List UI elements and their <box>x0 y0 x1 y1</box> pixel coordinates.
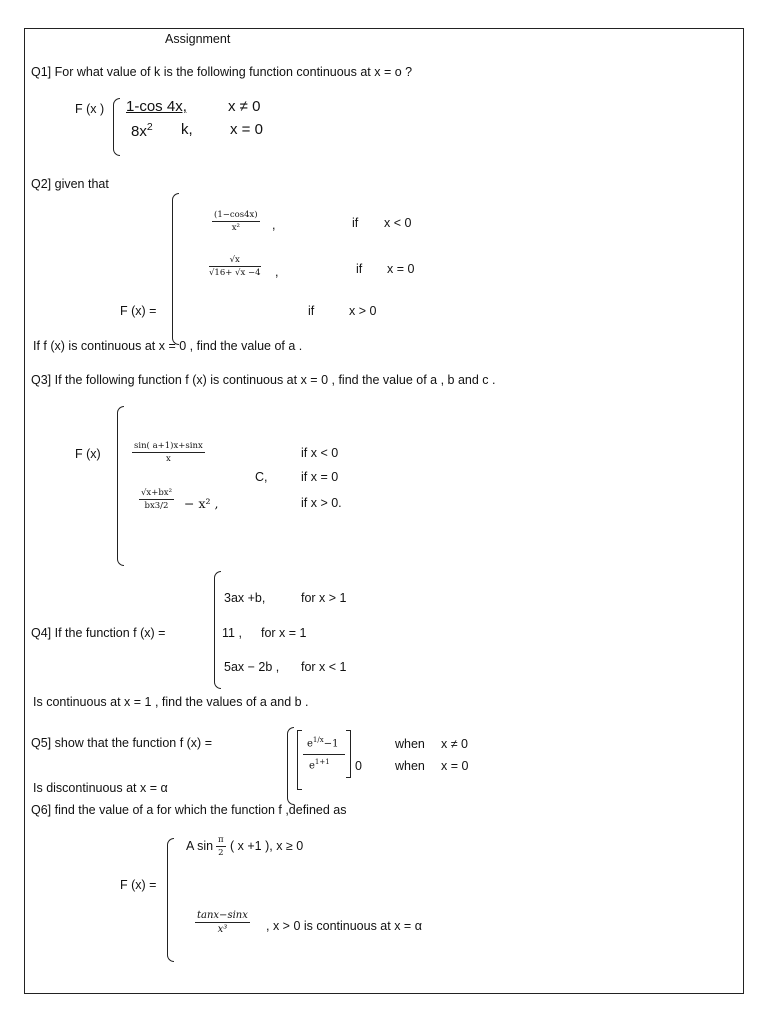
q3-function-name: F (x) <box>75 447 101 461</box>
q3-case3-tail: − x² , <box>184 496 219 511</box>
q3-case2-condition: if x = 0 <box>301 470 339 484</box>
q2-case1-fraction: $\frac{(1-\cos 4x)}{\text{x²}}$ <box>214 210 258 233</box>
q1-brace <box>113 98 120 156</box>
q1-case1-denominator: $8x^2$ <box>131 121 153 140</box>
q4-case1-condition: for x > 1 <box>301 591 347 605</box>
q2-case1-condition: x < 0 <box>384 216 412 230</box>
q1-case1-condition: x ≠ 0 <box>228 98 261 115</box>
q2-case3-condition: x > 0 <box>349 304 377 318</box>
q3-case3-fraction: $\frac{\text{√x+bx²}}{bx3/2}$ <box>141 488 172 511</box>
q5-denominator: $e^{1+1}$ <box>309 758 330 772</box>
q6-case1-postfix: ( x +1 ), x ≥ 0 <box>230 839 304 853</box>
q1-case2-value: k, <box>181 121 193 138</box>
q2-function-name: F (x) = <box>120 304 157 318</box>
q5-footer: Is discontinuous at x = α <box>33 781 168 795</box>
q2-case2-if: if <box>356 262 363 276</box>
q3-case1-fraction: $\frac{\sin( a+1)x+\sin x}{x}$ <box>134 441 203 464</box>
q6-case1-fraction: $\frac{\pi}{2}$ <box>218 835 224 858</box>
q2-case2-fraction: $\frac{√x}{√16+ √x -4}$ <box>209 255 261 278</box>
q5-condition-1: x ≠ 0 <box>441 737 469 751</box>
q5-question: Q5] show that the function f (x) = <box>31 736 212 750</box>
q5-zero: 0 <box>355 759 362 773</box>
q5-brace <box>287 727 294 805</box>
q2-case2-condition: x = 0 <box>387 262 415 276</box>
q3-case2-value: C, <box>255 470 268 484</box>
q1-function-name: F (x ) <box>75 102 105 116</box>
q2-question: Q2] given that <box>31 177 109 191</box>
q6-question: Q6] find the value of a for which the function f ,defined as <box>31 803 347 817</box>
q5-when-1: when <box>395 737 425 751</box>
q2-footer: If f (x) is continuous at x = 0 , find the value of a . <box>33 339 303 353</box>
q4-brace <box>214 571 221 689</box>
q5-numerator: $e^{1/x}-1$ <box>307 736 339 750</box>
q4-footer: Is continuous at x = 1 , find the values of a and b . <box>33 695 309 709</box>
q3-question: Q3] If the following function f (x) is continuous at x = 0 , find the value of a , b and c . <box>31 373 496 387</box>
q2-brace <box>172 193 179 345</box>
q6-function-name: F (x) = <box>120 878 157 892</box>
q1-question: Q1] For what value of k is the following function continuous at x = o ? <box>31 65 413 79</box>
q3-brace <box>117 406 124 566</box>
q6-brace <box>167 838 174 962</box>
q2-case2-comma: , <box>275 265 279 279</box>
q4-case3-expression: 5ax − 2b , <box>224 660 280 674</box>
page-title: Assignment <box>165 32 231 46</box>
q4-case2-condition: for x = 1 <box>261 626 307 640</box>
q4-case1-expression: 3ax +b, <box>224 591 266 605</box>
q6-case2-postfix: , x > 0 is continuous at x = α <box>266 919 422 933</box>
q5-right-bracket <box>346 730 351 778</box>
q2-case1-comma: , <box>272 218 276 232</box>
q2-case1-if: if <box>352 216 359 230</box>
q1-case2-condition: x = 0 <box>230 121 263 138</box>
q5-condition-2: x = 0 <box>441 759 469 773</box>
q2-case3-if: if <box>308 304 315 318</box>
q6-case1-prefix: A sin <box>186 839 214 853</box>
q5-left-bracket <box>297 730 302 790</box>
q4-case3-condition: for x < 1 <box>301 660 347 674</box>
q1-case1-numerator: 1-cos 4x, <box>126 98 187 115</box>
q5-fraction-bar <box>303 754 345 755</box>
q5-when-2: when <box>395 759 425 773</box>
q3-case1-condition: if x < 0 <box>301 446 339 460</box>
q4-question: Q4] If the function f (x) = <box>31 626 166 640</box>
q6-case2-fraction: $\frac{\tan x-\sin x}{\text{x³}}$ <box>197 910 248 935</box>
q3-case3-condition: if x > 0. <box>301 496 342 510</box>
q4-case2-expression: 11 , <box>222 626 242 640</box>
page-frame <box>24 28 744 994</box>
